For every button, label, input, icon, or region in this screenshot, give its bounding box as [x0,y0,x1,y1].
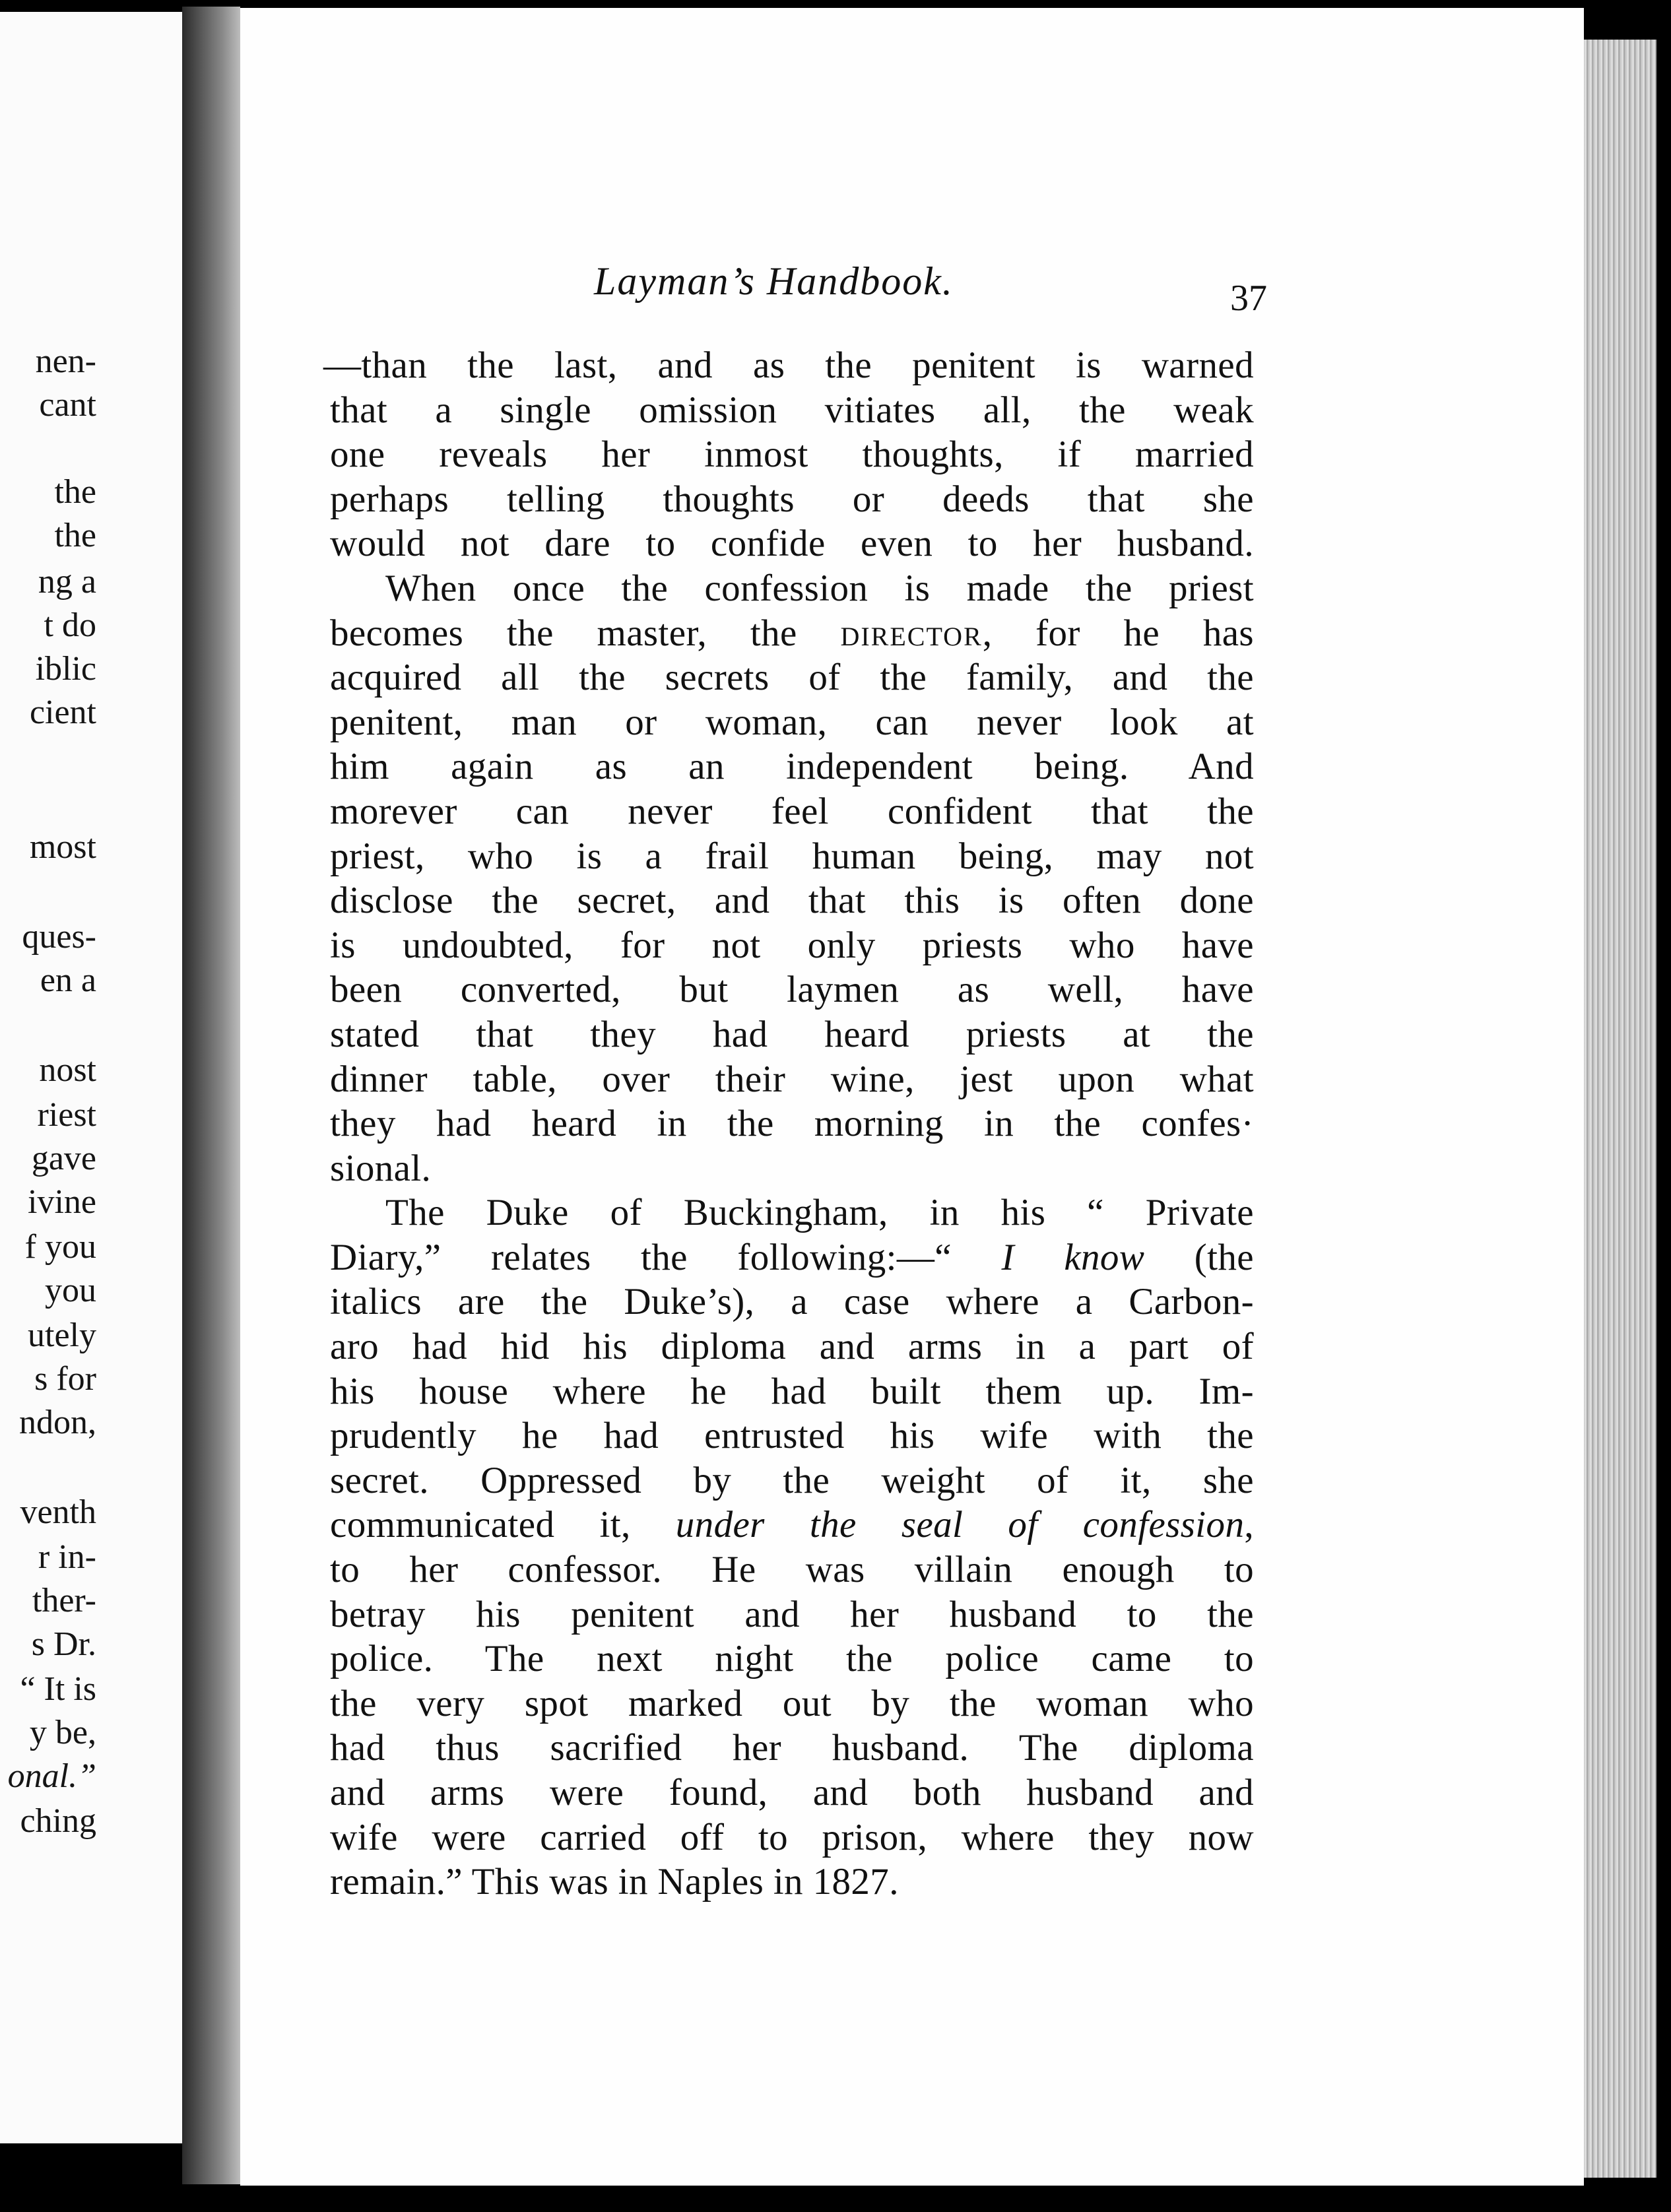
facing-line-12: nost [39,1051,96,1089]
text-line-3: one reveals her inmost thoughts, if married [330,434,1254,476]
text-line-27-a: communicated it, [330,1504,676,1546]
director-small-caps: director [840,612,983,654]
text-line-5: would not dare to confide even to her husband. [330,523,1254,565]
facing-line-13: riest [37,1096,96,1134]
text-line-21-a: Diary,” relates the following:—“ [330,1236,1002,1278]
text-line-9: penitent, man or woman, can never look at [330,701,1254,743]
text-line-21 [330,1235,1254,1280]
text-line-12: priest, who is a frail human being, may not [330,835,1254,877]
text-line-29: betray his penitent and her husband to the [330,1593,1254,1635]
text-line-24: his house where he had built them up. Im- [330,1370,1254,1412]
text-line-10: him again as an independent being. And [330,746,1254,788]
facing-line-17: you [45,1272,96,1309]
facing-line-22: r in- [38,1538,96,1576]
text-line-13: disclose the secret, and that this is often done [330,880,1254,922]
text-line-6 [330,566,1254,611]
running-head [323,259,1267,318]
facing-line-3: the [54,473,96,511]
running-title: Layman’s Handbook. [594,259,954,303]
text-line-2: that a single omission vitiates all, the weak [330,389,1254,431]
text-line-35: remain.” This was in Naples in 1827. [330,1861,899,1903]
facing-line-18: utely [28,1317,96,1354]
facing-line-9: most [29,828,96,866]
text-line-27-b: , [1244,1504,1254,1546]
text-line-34: wife were carried off to prison, where they now [330,1816,1254,1858]
i-know-italic: I know [1001,1236,1145,1278]
text-line-17: dinner table, over their wine, jest upon what [330,1058,1254,1100]
text-line-27 [330,1503,1254,1547]
facing-line-16: f you [24,1228,96,1266]
text-line-20: The Duke of Buckingham, in his “ Private [385,1192,1254,1234]
facing-line-27: onal.” [7,1757,96,1795]
facing-line-15: ivine [28,1183,96,1221]
facing-line-28: ching [20,1802,96,1840]
text-line-7 [330,611,1254,656]
facing-line-26: y be, [29,1714,96,1751]
body-text [323,343,1254,1904]
facing-line-5: ng a [38,563,96,601]
text-line-19: sional. [330,1147,432,1189]
facing-line-24: s Dr. [31,1625,96,1663]
facing-line-20: ndon, [19,1404,96,1441]
facing-line-10: ques- [22,918,96,956]
seal-of-confession-italic: under the seal of confession [675,1504,1245,1546]
book-gutter-shadow [182,7,240,2184]
text-line-1: —than the last, and as the penitent is warned [323,344,1254,386]
facing-page-fragment [0,12,182,2143]
text-line-30: police. The next night the police came to [330,1638,1254,1680]
text-line-28: to her confessor. He was villain enough to [330,1549,1254,1591]
text-line-11: morever can never feel confident that the [330,790,1254,832]
facing-line-14: gave [31,1140,96,1177]
text-line-7-a: becomes the master, the [330,612,841,654]
facing-line-19: s for [34,1360,96,1398]
text-line-32: had thus sacrified her husband. The diploma [330,1727,1254,1769]
page-number: 37 [1230,278,1267,319]
facing-line-23: ther- [32,1582,96,1619]
text-line-16: stated that they had heard priests at the [330,1013,1254,1055]
text-line-8: acquired all the secrets of the family, and the [330,657,1254,699]
facing-line-25: “ It is [20,1670,96,1708]
facing-line-11: en a [40,961,96,999]
text-line-18: they had heard in the morning in the confes· [330,1103,1254,1145]
text-line-23: aro had hid his diploma and arms in a part of [330,1326,1254,1368]
text-line-33: and arms were found, and both husband and [330,1772,1254,1813]
text-line-6-text: When once the confession is made the priest [385,567,1254,609]
facing-line-1: nen- [35,342,96,380]
facing-line-8: cient [29,694,96,731]
text-line-15: been converted, but laymen as well, have [330,969,1254,1011]
text-line-26: secret. Oppressed by the weight of it, she [330,1459,1254,1501]
facing-line-21: venth [20,1493,96,1531]
text-line-14: is undoubted, for not only priests who have [330,924,1254,966]
text-line-25: prudently he had entrusted his wife with the [330,1415,1254,1457]
text-line-21-b: (the [1144,1236,1254,1278]
text-line-22: italics are the Duke’s), a case where a Carbon- [330,1281,1254,1323]
text-line-31: the very spot marked out by the woman who [330,1682,1254,1724]
text-line-7-b: , for he has [982,612,1254,654]
page-edges [1584,40,1656,2178]
facing-line-7: iblic [35,650,96,688]
text-line-4: perhaps telling thoughts or deeds that she [330,478,1254,520]
facing-line-6: t do [44,606,96,644]
facing-line-4: the [54,517,96,554]
facing-line-2: cant [39,386,96,424]
